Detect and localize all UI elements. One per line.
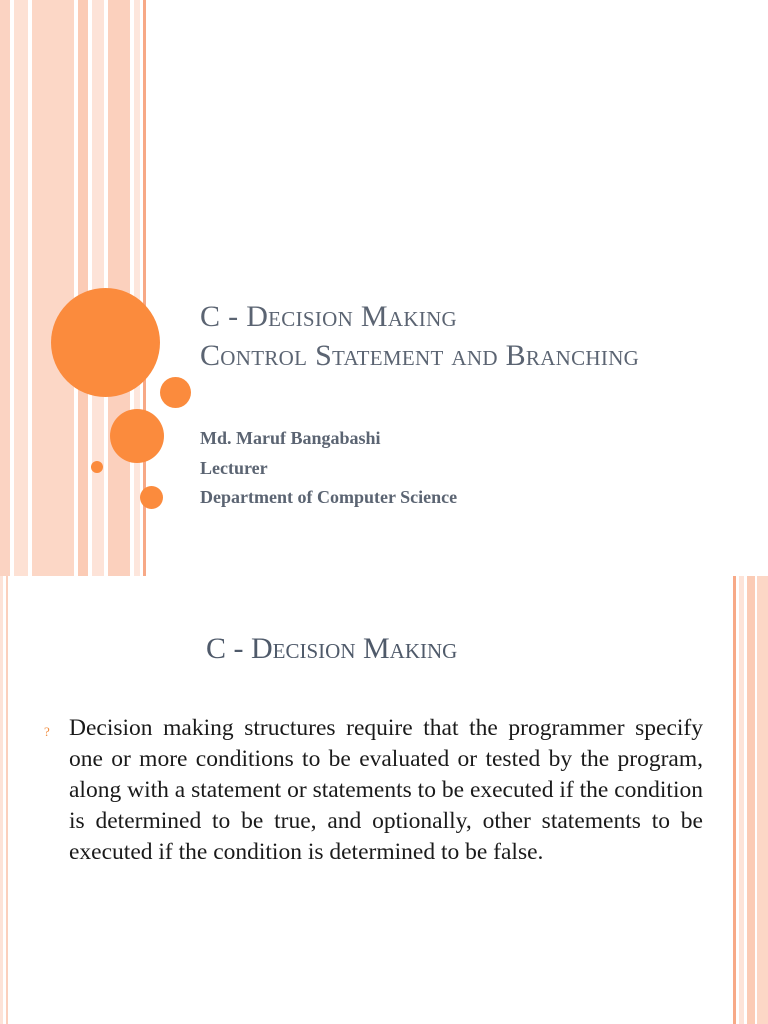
content-slide [0,576,768,1024]
decorative-stripe [757,576,768,1024]
decorative-stripe [6,576,8,1024]
decorative-stripe [739,576,744,1024]
bullet-text: Decision making structures require that the programmer specify one or more conditions to be evaluated or tested by the program, along with a statement or statements to be executed if the condition is determined to be true, and optionally, other statements to be executed if the condition is determined to be false. [69,715,703,865]
author-name: Md. Maruf Bangabashi [200,428,381,448]
decorative-stripe [0,0,10,576]
decorative-stripe [78,0,88,576]
decorative-stripe [134,0,140,576]
author-position: Lecturer [200,457,268,478]
decorative-stripe [0,576,3,1024]
presenter-info [200,424,457,513]
decorative-stripe [733,576,736,1024]
bullet-icon: ? [44,724,50,739]
slide-title-line2: Control Statement and Branching [200,339,640,372]
decorative-stripe [14,0,28,576]
author-department: Department of Computer Science [200,487,458,507]
decorative-circle [160,377,191,408]
slide-title-line1: C - Decision Making [200,300,458,333]
decorative-stripe [747,576,755,1024]
decorative-circle [140,486,163,509]
decorative-circle [110,409,164,463]
decorative-circle-small [91,461,103,473]
decorative-stripe [32,0,74,576]
slide-title: C - Decision Making [206,632,458,665]
decorative-circle-large [51,288,160,397]
